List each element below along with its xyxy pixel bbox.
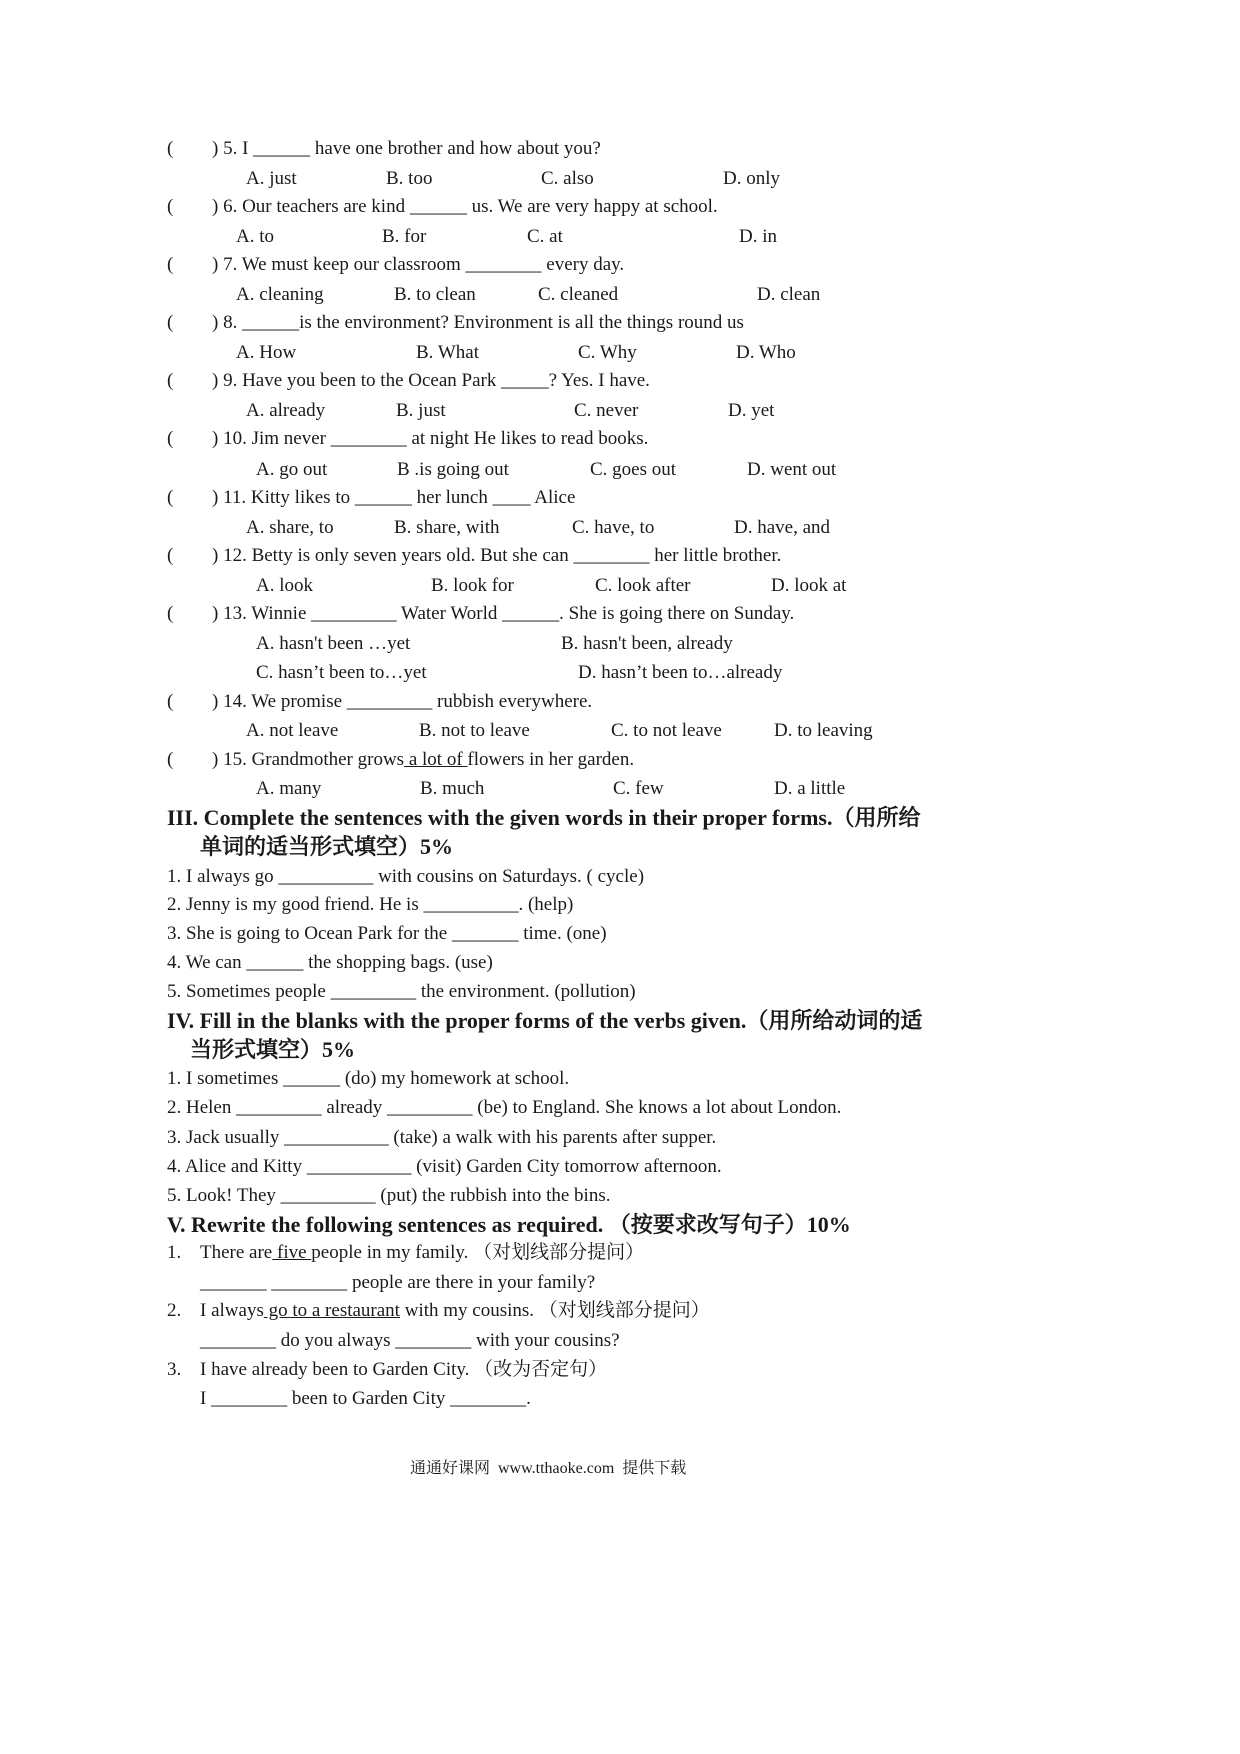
option-d: D. to leaving	[774, 720, 873, 741]
answer-line: ________ do you always ________ with your cousins?	[200, 1330, 620, 1351]
option-d: D. Who	[736, 342, 796, 363]
question-stem	[212, 749, 634, 771]
answer-line: I ________ been to Garden City ________.	[200, 1388, 531, 1409]
question-stem: ) 6. Our teachers are kind ______ us. We are very happy at school.	[212, 196, 718, 217]
answer-paren: (	[167, 312, 174, 333]
option-c: C. to not leave	[611, 720, 722, 741]
exercise-item: 3. Jack usually ___________ (take) a walk with his parents after supper.	[167, 1127, 717, 1148]
underlined-phrase: a lot of	[404, 749, 468, 770]
option-b: B. much	[420, 778, 485, 799]
question-stem: ) 12. Betty is only seven years old. But she can ________ her little brother.	[212, 545, 782, 566]
question-stem: ) 14. We promise _________ rubbish everywhere.	[212, 691, 593, 712]
rewrite-question	[200, 1242, 644, 1264]
question-text: people in my family. （对划线部分提问）	[311, 1242, 645, 1263]
option-b: B .is going out	[397, 459, 509, 480]
option-d: D. a little	[774, 778, 846, 799]
question-stem: ) 8. ______is the environment? Environment is all the things round us	[212, 312, 744, 333]
question-stem: ) 11. Kitty likes to ______ her lunch ____ Alice	[212, 487, 576, 508]
option-c: C. look after	[595, 575, 691, 596]
question-text: I always	[200, 1300, 264, 1321]
answer-paren: (	[167, 545, 174, 566]
option-d: D. hasn’t been to…already	[578, 662, 783, 683]
exercise-item: 3. She is going to Ocean Park for the _______ time. (one)	[167, 923, 607, 944]
section-heading: 单词的适当形式填空）5%	[200, 834, 454, 859]
option-a: A. not leave	[246, 720, 339, 741]
rewrite-question: I have already been to Garden City. （改为否定句）	[200, 1359, 608, 1380]
question-number: 2.	[167, 1300, 182, 1321]
option-b: B. What	[416, 342, 479, 363]
question-number: 3.	[167, 1359, 182, 1380]
option-b: B. just	[396, 400, 446, 421]
answer-paren: (	[167, 138, 174, 159]
option-b: B. to clean	[394, 284, 476, 305]
stem-text: flowers in her garden.	[467, 749, 635, 770]
option-c: C. have, to	[572, 517, 655, 538]
option-a: A. already	[246, 400, 326, 421]
question-text: There are	[200, 1242, 273, 1263]
option-c: C. hasn’t been to…yet	[256, 662, 427, 683]
section-heading: IV. Fill in the blanks with the proper forms of the verbs given.（用所给动词的适	[167, 1008, 923, 1033]
option-b: B. look for	[431, 575, 514, 596]
exercise-item: 4. We can ______ the shopping bags. (use)	[167, 952, 493, 973]
option-a: A. many	[256, 778, 322, 799]
underlined-phrase: go to a restaurant	[263, 1300, 400, 1321]
exercise-item: 4. Alice and Kitty ___________ (visit) Garden City tomorrow afternoon.	[167, 1156, 722, 1177]
question-stem: ) 13. Winnie _________ Water World ______. She is going there on Sunday.	[212, 603, 795, 624]
option-b: B. for	[382, 226, 427, 247]
exercise-item: 5. Look! They __________ (put) the rubbish into the bins.	[167, 1185, 611, 1206]
option-a: A. to	[236, 226, 274, 247]
exercise-item: 1. I sometimes ______ (do) my homework at school.	[167, 1068, 570, 1089]
exercise-item: 1. I always go __________ with cousins on Saturdays. ( cycle)	[167, 866, 645, 887]
option-a: A. go out	[256, 459, 328, 480]
question-number: 1.	[167, 1242, 182, 1263]
option-c: C. also	[541, 168, 594, 189]
exercise-item: 2. Jenny is my good friend. He is __________. (help)	[167, 894, 574, 915]
option-a: A. hasn't been …yet	[256, 633, 411, 654]
answer-paren: (	[167, 691, 174, 712]
option-c: C. never	[574, 400, 639, 421]
answer-line: _______ ________ people are there in your family?	[200, 1272, 596, 1293]
question-stem: ) 10. Jim never ________ at night He likes to read books.	[212, 428, 649, 449]
question-stem: ) 9. Have you been to the Ocean Park _____? Yes. I have.	[212, 370, 650, 391]
option-b: B. hasn't been, already	[561, 633, 733, 654]
question-stem: ) 7. We must keep our classroom ________ every day.	[212, 254, 625, 275]
option-b: B. too	[386, 168, 433, 189]
option-d: D. yet	[728, 400, 775, 421]
answer-paren: (	[167, 428, 174, 449]
answer-paren: (	[167, 487, 174, 508]
section-heading: 当形式填空）5%	[190, 1037, 356, 1062]
option-b: B. share, with	[394, 517, 500, 538]
answer-paren: (	[167, 254, 174, 275]
answer-paren: (	[167, 603, 174, 624]
option-b: B. not to leave	[419, 720, 530, 741]
rewrite-question	[200, 1300, 710, 1322]
stem-text: ) 15. Grandmother grows	[212, 749, 405, 770]
option-d: D. went out	[747, 459, 837, 480]
answer-paren: (	[167, 196, 174, 217]
option-a: A. look	[256, 575, 313, 596]
page-footer: 通通好课网 www.tthaoke.com 提供下载	[410, 1460, 687, 1477]
option-c: C. at	[527, 226, 563, 247]
answer-paren: (	[167, 749, 174, 770]
option-a: A. How	[236, 342, 297, 363]
section-heading: III. Complete the sentences with the given words in their proper forms.（用所给	[167, 805, 921, 830]
option-a: A. just	[246, 168, 297, 189]
question-text: with my cousins. （对划线部分提问）	[399, 1300, 710, 1321]
option-d: D. in	[739, 226, 777, 247]
answer-paren: (	[167, 370, 174, 391]
underlined-phrase: five	[272, 1242, 312, 1263]
option-a: A. cleaning	[236, 284, 324, 305]
option-d: D. have, and	[734, 517, 831, 538]
exercise-item: 5. Sometimes people _________ the environment. (pollution)	[167, 981, 636, 1002]
option-c: C. few	[613, 778, 664, 799]
option-c: C. Why	[578, 342, 637, 363]
option-c: C. goes out	[590, 459, 677, 480]
option-c: C. cleaned	[538, 284, 619, 305]
option-d: D. look at	[771, 575, 847, 596]
question-stem: ) 5. I ______ have one brother and how about you?	[212, 138, 601, 159]
option-a: A. share, to	[246, 517, 334, 538]
exercise-item: 2. Helen _________ already _________ (be) to England. She knows a lot about London.	[167, 1097, 842, 1118]
section-heading: V. Rewrite the following sentences as required. （按要求改写句子）10%	[167, 1212, 851, 1237]
option-d: D. only	[723, 168, 780, 189]
option-d: D. clean	[757, 284, 821, 305]
